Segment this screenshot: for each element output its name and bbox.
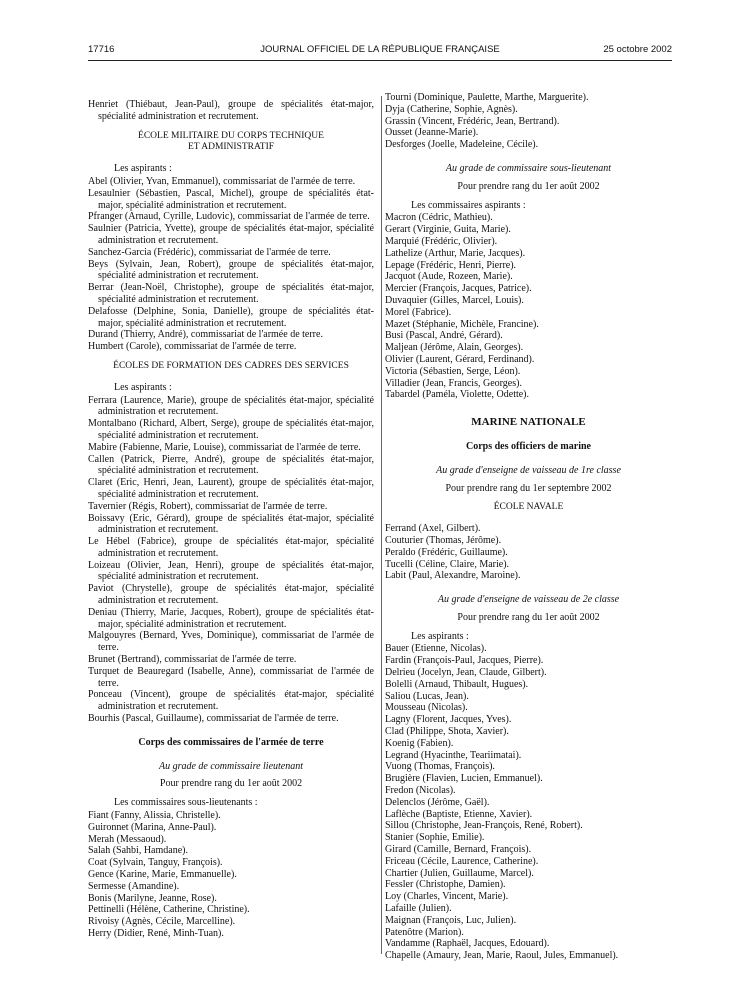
column-divider [381, 96, 382, 954]
list-item: Rivoisy (Agnès, Cécile, Marcelline). [88, 916, 236, 928]
list-item: Grassin (Vincent, Frédéric, Jean, Bertrand). [385, 115, 560, 127]
list-item: Dyja (Catherine, Sophie, Agnès). [385, 103, 518, 115]
list-item: Berrar (Jean-Noël, Christophe), groupe de spécialités état-major, spécialité administration et recrutement. [88, 282, 374, 305]
list-item: Deniau (Thierry, Marie, Jacques, Robert), groupe de spécialités état-major, spécialité administration et recrutement. [88, 606, 374, 630]
page-header [88, 44, 672, 60]
name-list [88, 810, 374, 940]
section-heading-ecoles: ÉCOLES DE FORMATION DES CADRES DES SERVICES [113, 360, 349, 371]
list-item: Tourni (Dominique, Paulette, Marthe, Marguerite). [385, 92, 589, 103]
list-intro: Les commissaires sous-lieutenants : [114, 797, 258, 809]
list-item: Lepage (Frédéric, Henri, Pierre). [385, 259, 517, 271]
section-heading-line: ET ADMINISTRATIF [187, 142, 275, 153]
list-intro: Les commissaires aspirants : [411, 199, 526, 211]
name-list [385, 212, 672, 401]
list-item: Pettinelli (Hélène, Catherine, Christine). [88, 904, 250, 916]
list-item: Lathelize (Arthur, Marie, Jacques). [385, 247, 526, 259]
name-list [88, 395, 374, 725]
list-item: Tabardel (Paméla, Violette, Odette). [385, 389, 530, 401]
list-item: Guironnet (Marina, Anne-Paul). [88, 821, 217, 833]
list-item: Olivier (Laurent, Gérard, Ferdinand). [385, 353, 535, 365]
list-item: Desforges (Joelle, Madeleine, Cécile). [385, 139, 539, 151]
list-item: Mabire (Fabienne, Marie, Louise), commissariat de l'armée de terre. [88, 441, 361, 453]
list-item: Salah (Sahbi, Hamdane). [88, 845, 188, 857]
list-item: Delafosse (Delphine, Sonia, Danielle), groupe de spécialités état-major, spécialité administration et recrutement. [88, 305, 374, 329]
rank-date: Pour prendre rang du 1er août 2002 [457, 611, 600, 623]
list-item: Ferrara (Laurence, Marie), groupe de spécialités état-major, spécialité administration et recrutement. [88, 394, 374, 418]
header-rule [88, 60, 672, 61]
list-item: Herry (Didier, René, Minh-Tuan). [88, 928, 224, 939]
list-item: Chartier (Julien, Guillaume, Marcel). [385, 867, 534, 879]
grade-heading: Au grade d'enseigne de vaisseau de 1re classe [436, 464, 621, 476]
list-item: Durand (Thierry, André), commissariat de l'armée de terre. [88, 329, 323, 341]
list-item: Brugière (Flavien, Lucien, Emmanuel). [385, 773, 543, 785]
list-item: Maljean (Jérôme, Alain, Georges). [385, 342, 524, 354]
list-item: Coat (Sylvain, Tanguy, François). [88, 857, 223, 869]
list-item: Clad (Philippe, Shota, Xavier). [385, 726, 509, 738]
list-item: Montalbano (Richard, Albert, Serge), groupe de spécialités état-major, spécialité administration et recrutement. [88, 418, 374, 441]
list-item: Fessler (Christophe, Damien). [385, 879, 506, 891]
section-heading-navale: ÉCOLE NAVALE [493, 502, 564, 513]
section-heading-emctat [88, 131, 374, 155]
list-item: Fredon (Nicolas). [385, 785, 456, 797]
corps-heading: Corps des commissaires de l'armée de terre [138, 736, 324, 748]
left-column [88, 99, 374, 940]
list-item: Beys (Sylvain, Jean, Robert), groupe de spécialités état-major, spécialité administration et recrutement. [88, 258, 374, 282]
list-intro: Les aspirants : [114, 381, 172, 393]
list-item: Duvaquier (Gilles, Marcel, Louis). [385, 294, 524, 306]
list-item: Loy (Charles, Vincent, Marie). [385, 891, 509, 903]
list-item: Henriet (Thiébaut, Jean-Paul), groupe de spécialités état-major, spécialité administration et recrutement. [88, 99, 374, 122]
list-item: Humbert (Carole), commissariat de l'armée de terre. [88, 341, 297, 353]
list-item: Tucelli (Céline, Claire, Marie). [385, 558, 510, 570]
name-list [385, 643, 672, 962]
list-item: Delenclos (Jérôme, Gaël). [385, 796, 490, 808]
list-item: Brunet (Bertrand), commissariat de l'armée de terre. [88, 654, 297, 666]
list-item: Lesaulnier (Sébastien, Pascal, Michel), groupe de spécialités état-major, spécialité administration et recrutement. [88, 187, 374, 211]
list-item: Ponceau (Vincent), groupe de spécialités état-major, spécialité administration et recrutement. [88, 689, 374, 713]
list-item: Gerart (Virginie, Guita, Marie). [385, 224, 511, 236]
list-item: Chapelle (Amaury, Jean, Marie, Raoul, Jules, Emmanuel). [385, 950, 619, 962]
list-item: Macron (Cédric, Mathieu). [385, 212, 493, 224]
list-item: Ferrand (Axel, Gilbert). [385, 523, 481, 535]
list-item: Koenig (Fabien). [385, 737, 454, 749]
list-item: Fardin (François-Paul, Jacques, Pierre). [385, 655, 544, 667]
list-item: Laflèche (Baptiste, Etienne, Xavier). [385, 808, 533, 820]
section-heading-line: ÉCOLE MILITAIRE DU CORPS TECHNIQUE [138, 130, 324, 141]
publication-date: 25 octobre 2002 [603, 44, 672, 55]
list-item: Saliou (Lucas, Jean). [385, 690, 469, 702]
list-item: Jacquot (Aude, Rozeen, Marie). [385, 271, 513, 283]
rank-date: Pour prendre rang du 1er août 2002 [159, 778, 303, 790]
list-item: Tavernier (Régis, Robert), commissariat de l'armée de terre. [88, 500, 328, 512]
name-list [88, 176, 374, 353]
list-item: Le Hébel (Fabrice), groupe de spécialités état-major, spécialité administration et recrutement. [88, 536, 374, 559]
list-item: Bonis (Marilyne, Jeanne, Rose). [88, 892, 217, 904]
list-item: Couturier (Thomas, Jérôme). [385, 534, 502, 546]
list-item: Abel (Olivier, Yvan, Emmanuel), commissariat de l'armée de terre. [88, 175, 356, 187]
page-number: 17716 [88, 44, 115, 55]
list-item: Ousset (Jeanne-Marie). [385, 127, 479, 139]
list-item: Sanchez-Garcia (Frédéric), commissariat de l'armée de terre. [88, 246, 331, 258]
rank-date: Pour prendre rang du 1er septembre 2002 [445, 482, 612, 494]
list-item: Paviot (Chrystelle), groupe de spécialités état-major, spécialité administration et recrutement. [88, 583, 374, 607]
list-item: Boissavy (Eric, Gérard), groupe de spécialités état-major, spécialité administration et recrutement. [88, 512, 374, 536]
list-item: Friceau (Cécile, Laurence, Catherine). [385, 855, 539, 867]
list-item: Mazet (Stéphanie, Michèle, Francine). [385, 318, 539, 330]
list-intro: Les aspirants : [411, 630, 469, 642]
grade-heading: Au grade de commissaire lieutenant [158, 760, 304, 772]
list-item: Callen (Patrick, Pierre, André), groupe de spécialités état-major, spécialité administration et recrutement. [88, 453, 374, 477]
list-item: Peraldo (Frédéric, Guillaume). [385, 546, 508, 558]
list-item: Labit (Paul, Alexandre, Maroine). [385, 570, 521, 582]
list-item: Vuong (Thomas, François). [385, 761, 495, 773]
list-item: Maignan (François, Luc, Julien). [385, 914, 517, 926]
list-item: Delrieu (Jocelyn, Jean, Claude, Gilbert). [385, 667, 547, 679]
list-item: Stanier (Sophie, Emilie). [385, 832, 485, 844]
list-item: Victoria (Sébastien, Serge, Léon). [385, 365, 521, 377]
list-item: Bauer (Etienne, Nicolas). [385, 643, 487, 655]
list-item: Vandamme (Raphaël, Jacques, Edouard). [385, 938, 550, 950]
list-intro: Les aspirants : [114, 163, 172, 175]
name-list [385, 523, 672, 582]
list-item: Marquié (Frédéric, Olivier). [385, 235, 498, 247]
list-item: Sillou (Christophe, Jean-François, René, Robert). [385, 820, 583, 832]
list-item: Busi (Pascal, André, Gérard). [385, 330, 503, 342]
list-item: Claret (Eric, Henri, Jean, Laurent), groupe de spécialités état-major, spécialité administration et recrutement. [88, 477, 374, 500]
list-item: Mercier (François, Jacques, Patrice). [385, 283, 532, 295]
list-item: Bourhis (Pascal, Guillaume), commissariat de l'armée de terre. [88, 713, 339, 725]
list-item: Fiant (Fanny, Alissia, Christelle). [88, 810, 221, 822]
corps-heading: Corps des officiers de marine [466, 440, 591, 452]
grade-heading: Au grade de commissaire sous-lieutenant [445, 162, 612, 174]
list-item: Malgouyres (Bernard, Yves, Dominique), commissariat de l'armée de terre. [88, 630, 374, 654]
list-item: Sermesse (Amandine). [88, 880, 180, 892]
list-item: Turquet de Beauregard (Isabelle, Anne), commissariat de l'armée de terre. [88, 665, 374, 689]
list-item: Villadier (Jean, Francis, Georges). [385, 377, 522, 389]
list-item: Bolelli (Arnaud, Thibault, Hugues). [385, 678, 529, 690]
list-item: Legrand (Hyacinthe, Teariimatai). [385, 749, 522, 761]
list-item: Girard (Camille, Bernard, François). [385, 844, 532, 856]
rank-date: Pour prendre rang du 1er août 2002 [457, 180, 600, 192]
journal-title: JOURNAL OFFICIEL DE LA RÉPUBLIQUE FRANÇAISE [260, 44, 500, 55]
list-item: Mousseau (Nicolas). [385, 702, 468, 714]
list-item: Loizeau (Olivier, Jean, Henri), groupe de spécialités état-major, spécialité administration et recrutement. [88, 559, 374, 583]
list-item: Merah (Messaoud). [88, 833, 167, 845]
grade-heading: Au grade d'enseigne de vaisseau de 2e classe [437, 594, 620, 606]
name-list [385, 92, 672, 151]
list-item: Lafaille (Julien). [385, 903, 452, 915]
right-column [385, 92, 672, 962]
list-item: Patenôtre (Marion). [385, 926, 464, 938]
list-item: Morel (Fabrice). [385, 306, 452, 318]
list-item: Pfranger (Arnaud, Cyrille, Ludovic), commissariat de l'armée de terre. [88, 211, 370, 223]
list-item: Gence (Karine, Marie, Emmanuelle). [88, 869, 237, 881]
marine-heading: MARINE NATIONALE [471, 416, 586, 429]
list-item: Saulnier (Patricia, Yvette), groupe de spécialités état-major, spécialité administration et recrutement. [88, 223, 374, 246]
list-item: Lagny (Florent, Jacques, Yves). [385, 714, 512, 726]
